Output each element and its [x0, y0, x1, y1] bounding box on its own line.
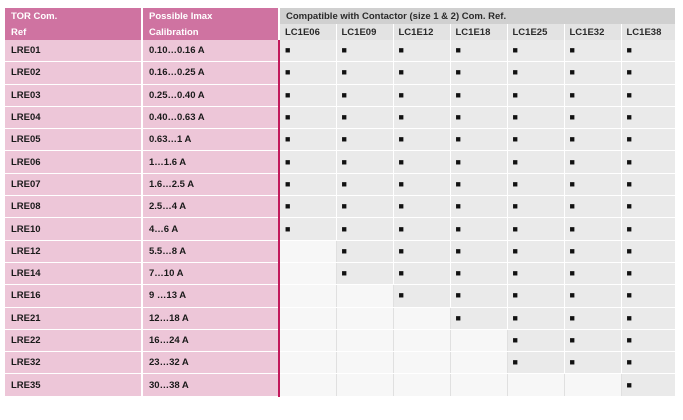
compatible-cell	[279, 40, 336, 62]
compatible-cell	[450, 40, 507, 62]
compatible-cell	[450, 218, 507, 240]
compatible-cell	[621, 173, 675, 195]
compatible-cell	[621, 106, 675, 128]
row-calibration-cell: 23…32 A	[142, 352, 279, 374]
compatible-mark-icon: ■	[455, 201, 461, 212]
compatible-mark-icon: ■	[341, 45, 347, 56]
compatible-mark-icon: ■	[455, 268, 461, 279]
empty-cell	[336, 285, 393, 307]
compatible-mark-icon: ■	[626, 223, 632, 234]
contactor-header-lc1e09: LC1E09	[336, 24, 393, 40]
compatible-mark-icon: ■	[569, 245, 575, 256]
compatible-mark-icon: ■	[398, 67, 404, 78]
row-calibration-cell: 1.6…2.5 A	[142, 173, 279, 195]
table-header	[5, 8, 675, 40]
compatible-cell	[621, 151, 675, 173]
compatible-mark-icon: ■	[569, 156, 575, 167]
compatible-mark-icon: ■	[512, 45, 518, 56]
compatible-cell	[507, 262, 564, 284]
row-calibration-cell: 0.40…0.63 A	[142, 106, 279, 128]
empty-cell	[564, 374, 621, 396]
compatible-mark-icon: ■	[569, 112, 575, 123]
row-ref-cell: LRE10	[5, 218, 142, 240]
compatible-cell	[279, 84, 336, 106]
empty-cell	[393, 329, 450, 351]
row-ref-cell: LRE05	[5, 129, 142, 151]
compatible-cell	[564, 84, 621, 106]
compatible-mark-icon: ■	[512, 201, 518, 212]
empty-cell	[279, 285, 336, 307]
table-body	[5, 40, 675, 396]
compatible-cell	[279, 218, 336, 240]
compatible-mark-icon: ■	[285, 45, 291, 56]
compatible-mark-icon: ■	[626, 245, 632, 256]
compatible-cell	[393, 173, 450, 195]
table-row	[5, 307, 675, 329]
compatible-mark-icon: ■	[398, 45, 404, 56]
compatible-cell	[564, 240, 621, 262]
table-row	[5, 240, 675, 262]
compatible-cell	[336, 129, 393, 151]
compatible-mark-icon: ■	[285, 112, 291, 123]
compatible-mark-icon: ■	[626, 290, 632, 301]
compatible-mark-icon: ■	[626, 156, 632, 167]
empty-cell	[450, 374, 507, 396]
compatible-cell	[507, 129, 564, 151]
compatible-mark-icon: ■	[398, 201, 404, 212]
contactor-header-lc1e32: LC1E32	[564, 24, 621, 40]
empty-cell	[279, 374, 336, 396]
compatible-cell	[450, 285, 507, 307]
compatible-mark-icon: ■	[455, 178, 461, 189]
row-calibration-cell: 2.5…4 A	[142, 196, 279, 218]
compatible-cell	[507, 84, 564, 106]
compatible-cell	[393, 151, 450, 173]
compatible-cell	[450, 240, 507, 262]
compatible-cell	[507, 151, 564, 173]
calibration-header-line2: Calibration	[142, 24, 279, 40]
compatible-mark-icon: ■	[626, 268, 632, 279]
row-calibration-cell: 16…24 A	[142, 329, 279, 351]
compatible-mark-icon: ■	[626, 45, 632, 56]
compatible-cell	[450, 173, 507, 195]
compatible-mark-icon: ■	[285, 178, 291, 189]
compatible-cell	[450, 307, 507, 329]
row-ref-cell: LRE35	[5, 374, 142, 396]
row-ref-cell: LRE12	[5, 240, 142, 262]
compatible-cell	[450, 129, 507, 151]
compatible-cell	[279, 129, 336, 151]
row-calibration-cell: 30…38 A	[142, 374, 279, 396]
empty-cell	[450, 329, 507, 351]
compatible-mark-icon: ■	[341, 223, 347, 234]
empty-cell	[507, 374, 564, 396]
empty-cell	[279, 307, 336, 329]
compatible-mark-icon: ■	[512, 290, 518, 301]
compatible-mark-icon: ■	[455, 312, 461, 323]
empty-cell	[336, 307, 393, 329]
compatibility-table-container	[5, 8, 675, 397]
compatible-cell	[621, 285, 675, 307]
compatible-mark-icon: ■	[398, 268, 404, 279]
contactor-header-lc1e12: LC1E12	[393, 24, 450, 40]
compatible-mark-icon: ■	[626, 312, 632, 323]
compatible-mark-icon: ■	[512, 312, 518, 323]
row-calibration-cell: 5.5…8 A	[142, 240, 279, 262]
compatible-mark-icon: ■	[626, 357, 632, 368]
row-calibration-cell: 0.16…0.25 A	[142, 62, 279, 84]
compatible-cell	[621, 129, 675, 151]
compatible-mark-icon: ■	[569, 290, 575, 301]
compatible-cell	[621, 240, 675, 262]
compatible-cell	[621, 352, 675, 374]
empty-cell	[279, 262, 336, 284]
row-ref-cell: LRE21	[5, 307, 142, 329]
empty-cell	[393, 307, 450, 329]
compatible-cell	[450, 106, 507, 128]
row-calibration-cell: 7…10 A	[142, 262, 279, 284]
row-ref-cell: LRE07	[5, 173, 142, 195]
compatible-cell	[450, 196, 507, 218]
compatible-cell	[450, 151, 507, 173]
compatible-cell	[393, 218, 450, 240]
compatible-mark-icon: ■	[285, 201, 291, 212]
compatible-cell	[564, 352, 621, 374]
compatible-cell	[564, 106, 621, 128]
compatible-mark-icon: ■	[285, 156, 291, 167]
compatible-cell	[507, 196, 564, 218]
compatible-mark-icon: ■	[569, 134, 575, 145]
compatible-mark-icon: ■	[285, 67, 291, 78]
compatible-mark-icon: ■	[512, 245, 518, 256]
compatible-mark-icon: ■	[398, 178, 404, 189]
compatible-mark-icon: ■	[455, 223, 461, 234]
compatible-mark-icon: ■	[512, 134, 518, 145]
compatible-mark-icon: ■	[455, 290, 461, 301]
compatible-cell	[621, 196, 675, 218]
compatible-cell	[507, 218, 564, 240]
compatible-cell	[621, 84, 675, 106]
table-row	[5, 62, 675, 84]
contactor-header-lc1e38: LC1E38	[621, 24, 675, 40]
compatible-mark-icon: ■	[569, 223, 575, 234]
compatible-mark-icon: ■	[455, 89, 461, 100]
compatible-mark-icon: ■	[398, 223, 404, 234]
row-ref-cell: LRE14	[5, 262, 142, 284]
compatible-mark-icon: ■	[455, 67, 461, 78]
table-row	[5, 151, 675, 173]
row-calibration-cell: 0.10…0.16 A	[142, 40, 279, 62]
compatible-mark-icon: ■	[398, 245, 404, 256]
compatibility-table	[5, 8, 675, 397]
empty-cell	[336, 329, 393, 351]
ref-header-line2: Ref	[5, 24, 142, 40]
compatible-mark-icon: ■	[569, 45, 575, 56]
compatible-cell	[336, 218, 393, 240]
compatible-cell	[279, 196, 336, 218]
table-row	[5, 84, 675, 106]
compatible-mark-icon: ■	[341, 245, 347, 256]
compatible-mark-icon: ■	[285, 223, 291, 234]
compatible-mark-icon: ■	[626, 89, 632, 100]
empty-cell	[279, 240, 336, 262]
empty-cell	[450, 352, 507, 374]
compatible-cell	[336, 40, 393, 62]
compatible-cell	[507, 352, 564, 374]
compatible-cell	[564, 285, 621, 307]
compatible-mark-icon: ■	[626, 335, 632, 345]
compatible-cell	[564, 40, 621, 62]
compatible-cell	[507, 106, 564, 128]
compatible-mark-icon: ■	[569, 89, 575, 100]
compatible-mark-icon: ■	[569, 357, 575, 368]
compatible-cell	[336, 62, 393, 84]
compatible-mark-icon: ■	[569, 201, 575, 212]
compatible-cell	[279, 62, 336, 84]
compatible-mark-icon: ■	[569, 268, 575, 279]
compatible-mark-icon: ■	[512, 112, 518, 123]
compatible-cell	[507, 62, 564, 84]
compatible-mark-icon: ■	[455, 45, 461, 56]
compatible-cell	[393, 285, 450, 307]
compatible-cell	[336, 151, 393, 173]
compatible-cell	[336, 262, 393, 284]
compatible-mark-icon: ■	[398, 156, 404, 167]
table-row	[5, 374, 675, 396]
row-ref-cell: LRE32	[5, 352, 142, 374]
compatible-cell	[507, 329, 564, 351]
compatible-mark-icon: ■	[285, 89, 291, 100]
table-row	[5, 173, 675, 195]
compatible-mark-icon: ■	[569, 67, 575, 78]
row-ref-cell: LRE06	[5, 151, 142, 173]
compatible-mark-icon: ■	[626, 134, 632, 145]
compatible-contactor-title: Compatible with Contactor (size 1 & 2) Com. Ref.	[279, 8, 675, 24]
table-row	[5, 352, 675, 374]
table-row	[5, 196, 675, 218]
row-calibration-cell: 12…18 A	[142, 307, 279, 329]
compatible-cell	[621, 329, 675, 351]
table-row	[5, 129, 675, 151]
compatible-cell	[393, 129, 450, 151]
compatible-mark-icon: ■	[455, 245, 461, 256]
table-row	[5, 329, 675, 351]
compatible-mark-icon: ■	[455, 112, 461, 123]
table-row	[5, 106, 675, 128]
compatible-cell	[393, 62, 450, 84]
compatible-mark-icon: ■	[512, 357, 518, 368]
compatible-mark-icon: ■	[569, 312, 575, 323]
compatible-mark-icon: ■	[512, 223, 518, 234]
compatible-mark-icon: ■	[512, 178, 518, 189]
compatible-cell	[279, 106, 336, 128]
empty-cell	[336, 374, 393, 396]
compatible-mark-icon: ■	[512, 268, 518, 279]
contactor-header-lc1e18: LC1E18	[450, 24, 507, 40]
compatible-mark-icon: ■	[341, 156, 347, 167]
compatible-cell	[450, 62, 507, 84]
compatible-cell	[336, 173, 393, 195]
compatible-cell	[621, 374, 675, 396]
compatible-cell	[393, 240, 450, 262]
row-calibration-cell: 1…1.6 A	[142, 151, 279, 173]
compatible-mark-icon: ■	[512, 335, 518, 345]
row-ref-cell: LRE22	[5, 329, 142, 351]
compatible-mark-icon: ■	[398, 290, 404, 301]
contactor-header-lc1e25: LC1E25	[507, 24, 564, 40]
compatible-cell	[279, 151, 336, 173]
empty-cell	[393, 352, 450, 374]
compatible-cell	[507, 240, 564, 262]
compatible-cell	[393, 196, 450, 218]
table-row	[5, 285, 675, 307]
compatible-cell	[450, 84, 507, 106]
compatible-mark-icon: ■	[341, 178, 347, 189]
compatible-cell	[393, 106, 450, 128]
compatible-mark-icon: ■	[626, 201, 632, 212]
compatible-cell	[564, 151, 621, 173]
calibration-header-line1: Possible Imax	[142, 8, 279, 24]
compatible-cell	[564, 173, 621, 195]
empty-cell	[393, 374, 450, 396]
compatible-cell	[621, 307, 675, 329]
compatible-mark-icon: ■	[398, 134, 404, 145]
contactor-header-lc1e06: LC1E06	[279, 24, 336, 40]
compatible-cell	[621, 262, 675, 284]
compatible-cell	[393, 262, 450, 284]
compatible-mark-icon: ■	[569, 335, 575, 345]
compatible-mark-icon: ■	[341, 89, 347, 100]
compatible-cell	[336, 240, 393, 262]
compatible-mark-icon: ■	[398, 112, 404, 123]
row-ref-cell: LRE01	[5, 40, 142, 62]
compatible-cell	[507, 285, 564, 307]
compatible-cell	[564, 329, 621, 351]
row-calibration-cell: 0.25…0.40 A	[142, 84, 279, 106]
row-calibration-cell: 9 …13 A	[142, 285, 279, 307]
compatible-cell	[393, 40, 450, 62]
compatible-cell	[564, 62, 621, 84]
compatible-mark-icon: ■	[512, 156, 518, 167]
row-calibration-cell: 0.63…1 A	[142, 129, 279, 151]
row-ref-cell: LRE16	[5, 285, 142, 307]
empty-cell	[279, 352, 336, 374]
compatible-mark-icon: ■	[626, 379, 632, 390]
table-row	[5, 218, 675, 240]
compatible-mark-icon: ■	[569, 178, 575, 189]
row-ref-cell: LRE03	[5, 84, 142, 106]
row-calibration-cell: 4…6 A	[142, 218, 279, 240]
empty-cell	[279, 329, 336, 351]
compatible-cell	[564, 129, 621, 151]
compatible-cell	[393, 84, 450, 106]
table-row	[5, 262, 675, 284]
compatible-mark-icon: ■	[626, 67, 632, 78]
compatible-mark-icon: ■	[455, 134, 461, 145]
compatible-mark-icon: ■	[285, 134, 291, 145]
row-ref-cell: LRE04	[5, 106, 142, 128]
compatible-cell	[564, 196, 621, 218]
row-ref-cell: LRE02	[5, 62, 142, 84]
compatible-cell	[336, 106, 393, 128]
compatible-cell	[564, 307, 621, 329]
empty-cell	[336, 352, 393, 374]
compatible-cell	[279, 173, 336, 195]
compatible-mark-icon: ■	[512, 67, 518, 78]
compatible-cell	[507, 307, 564, 329]
compatible-mark-icon: ■	[626, 112, 632, 123]
row-ref-cell: LRE08	[5, 196, 142, 218]
compatible-mark-icon: ■	[455, 156, 461, 167]
compatible-mark-icon: ■	[341, 201, 347, 212]
compatible-cell	[621, 40, 675, 62]
compatible-mark-icon: ■	[398, 89, 404, 100]
compatible-mark-icon: ■	[626, 178, 632, 189]
compatible-mark-icon: ■	[341, 67, 347, 78]
compatible-mark-icon: ■	[512, 89, 518, 100]
compatible-cell	[507, 40, 564, 62]
ref-header-line1: TOR Com.	[5, 8, 142, 24]
compatible-cell	[507, 173, 564, 195]
compatible-mark-icon: ■	[341, 134, 347, 145]
compatible-cell	[336, 196, 393, 218]
table-row	[5, 40, 675, 62]
compatible-mark-icon: ■	[341, 112, 347, 123]
compatible-cell	[564, 218, 621, 240]
compatible-mark-icon: ■	[341, 268, 347, 279]
compatible-cell	[450, 262, 507, 284]
compatible-cell	[564, 262, 621, 284]
compatible-cell	[336, 84, 393, 106]
compatible-cell	[621, 218, 675, 240]
compatible-cell	[621, 62, 675, 84]
